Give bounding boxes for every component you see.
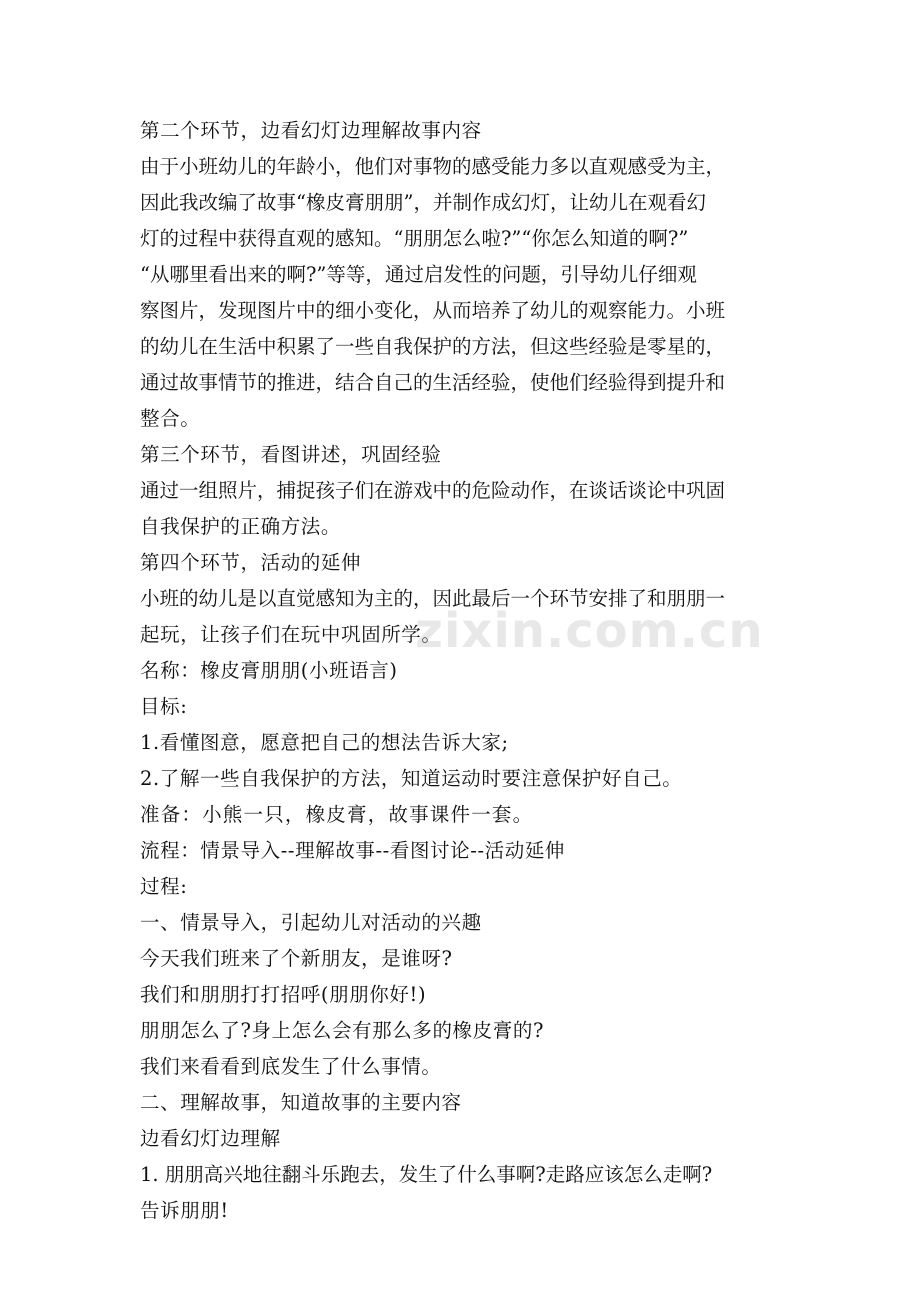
text-line: 由于小班幼儿的年龄小，他们对事物的感受能力多以直观感受为主， bbox=[140, 155, 726, 178]
text-line: 整合。 bbox=[140, 407, 201, 430]
section-heading: 一、情景导入，引起幼儿对活动的兴趣 bbox=[140, 911, 482, 934]
text-line: 灯的过程中获得直观的感知。“朋朋怎么啦?”“你怎么知道的啊?” bbox=[140, 227, 689, 250]
text-line: 的幼儿在生活中积累了一些自我保护的方法，但这些经验是零星的， bbox=[140, 335, 726, 358]
text-line: 我们来看看到底发生了什么事情。 bbox=[140, 1055, 442, 1078]
text-line: 小班的幼儿是以直觉感知为主的，因此最后一个环节安排了和朋朋一 bbox=[140, 587, 726, 610]
list-item: 1. 朋朋高兴地往翻斗乐跑去，发生了什么事啊?走路应该怎么走啊? bbox=[140, 1163, 713, 1186]
document-body bbox=[140, 113, 800, 1229]
text-line: 目标: bbox=[140, 695, 188, 718]
text-line: 自我保护的正确方法。 bbox=[140, 515, 342, 538]
watermark: zixin.com.cn bbox=[415, 603, 764, 659]
text-line: “从哪里看出来的啊?”等等，通过启发性的问题，引导幼儿仔细观 bbox=[140, 263, 697, 286]
text-line: 边看幻灯边理解 bbox=[140, 1127, 281, 1150]
lesson-title: 名称：橡皮膏朋朋(小班语言) bbox=[140, 659, 398, 682]
text-line: 流程：情景导入--理解故事--看图讨论--活动延伸 bbox=[140, 839, 566, 862]
section-heading: 二、理解故事，知道故事的主要内容 bbox=[140, 1091, 462, 1114]
text-line: 因此我改编了故事“橡皮膏朋朋”，并制作成幻灯，让幼儿在观看幻 bbox=[140, 191, 706, 214]
text-line: 通过一组照片，捕捉孩子们在游戏中的危险动作，在谈话谈论中巩固 bbox=[140, 479, 726, 502]
text-line: 过程: bbox=[140, 875, 188, 898]
text-line: 今天我们班来了个新朋友，是谁呀? bbox=[140, 947, 453, 970]
list-item: 1.看懂图意，愿意把自己的想法告诉大家; bbox=[140, 731, 509, 754]
section-heading: 第三个环节，看图讲述，巩固经验 bbox=[140, 443, 442, 466]
text-line: 准备：小熊一只，橡皮膏，故事课件一套。 bbox=[140, 803, 534, 826]
list-item: 2.了解一些自我保护的方法，知道运动时要注意保护好自己。 bbox=[140, 767, 683, 790]
text-line: 朋朋怎么了?身上怎么会有那么多的橡皮膏的? bbox=[140, 1019, 545, 1042]
text-line: 起玩，让孩子们在玩中巩固所学。 bbox=[140, 623, 442, 646]
text-line: 通过故事情节的推进，结合自己的生活经验，使他们经验得到提升和 bbox=[140, 371, 726, 394]
section-heading: 第四个环节，活动的延伸 bbox=[140, 551, 362, 574]
text-line: 告诉朋朋! bbox=[140, 1199, 229, 1222]
text-line: 我们和朋朋打打招呼(朋朋你好!) bbox=[140, 983, 427, 1006]
text-line: 第二个环节，边看幻灯边理解故事内容 bbox=[140, 119, 482, 142]
text-line: 察图片，发现图片中的细小变化，从而培养了幼儿的观察能力。小班 bbox=[140, 299, 726, 322]
